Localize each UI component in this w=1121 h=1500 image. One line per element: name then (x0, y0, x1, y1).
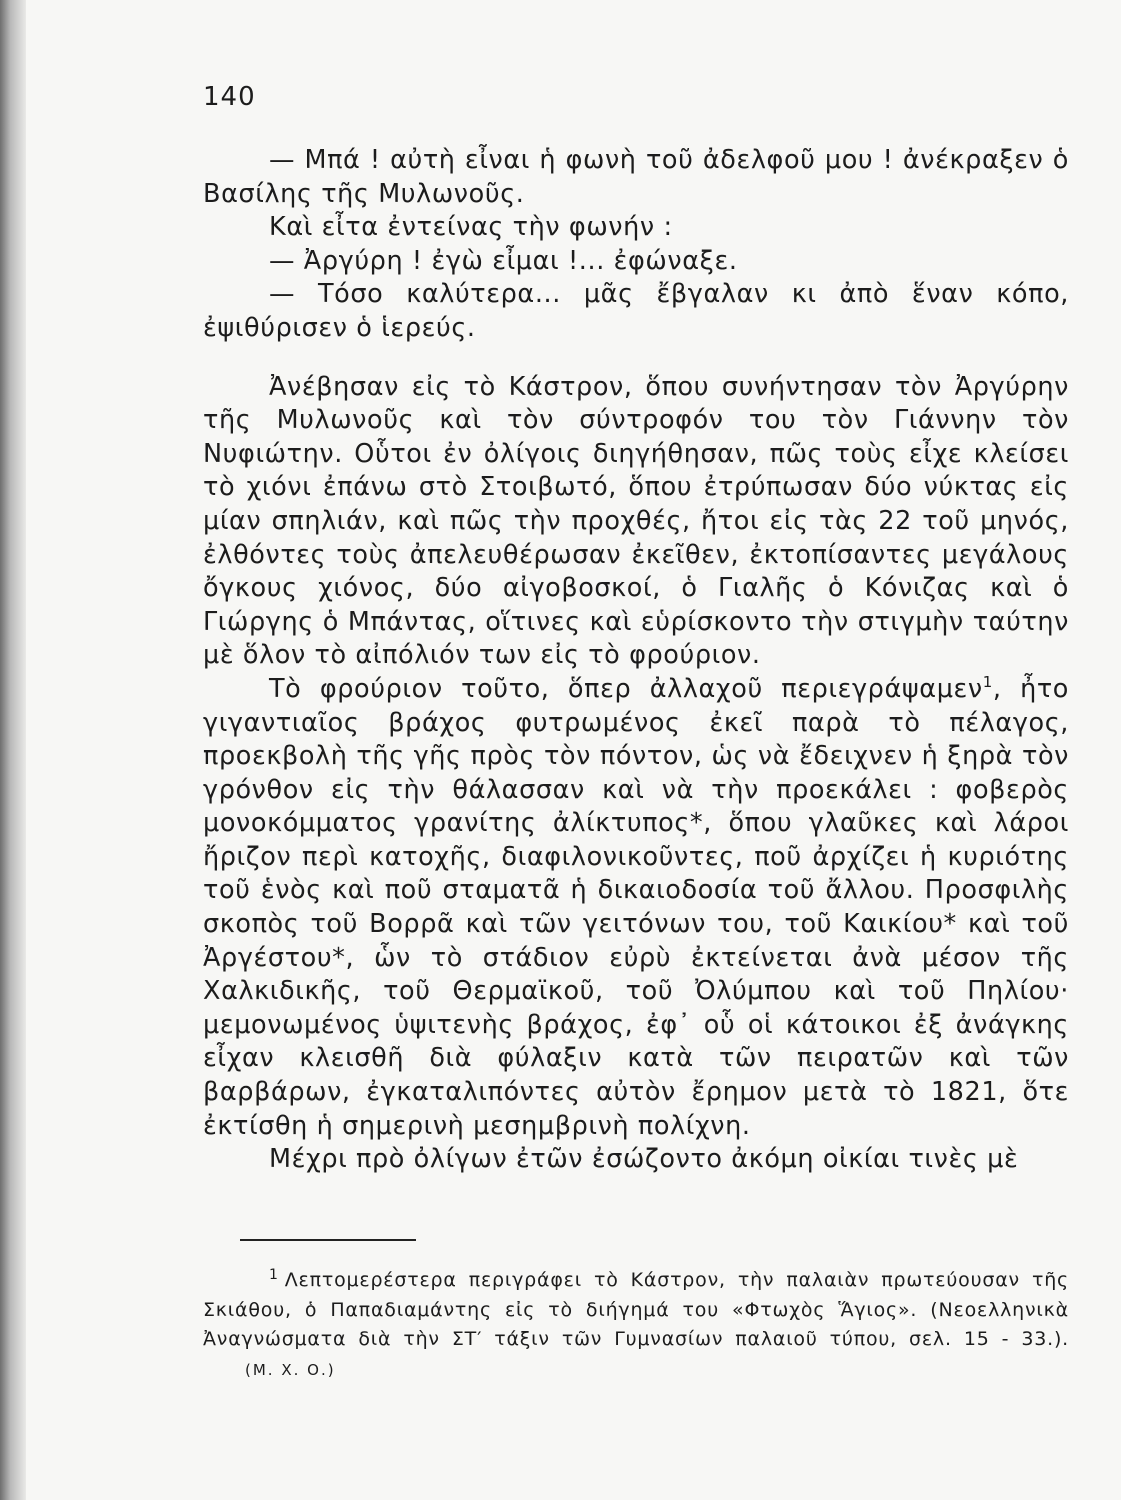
footnote-marker: 1 (269, 1267, 279, 1283)
footnote (203, 1266, 1069, 1385)
footnote-paragraph (203, 1266, 1069, 1385)
paragraph-exclamation: — Μπά ! αὐτὴ εἶναι ἡ φωνὴ τοῦ ἀδελφοῦ μου ! ἀνέκραξεν ὁ Βασίλης τῆς Μυλωνοῦς. (203, 145, 1069, 209)
paragraph-fortress (203, 673, 1069, 1143)
paragraph-reply: — Ἀργύρη ! ἐγὼ εἶμαι !... ἐφώναξε. (269, 245, 738, 276)
footnote-divider (240, 1239, 416, 1241)
footnote-initials: (Μ. Χ. Ο.) (245, 1360, 336, 1379)
paragraph-fortress-start: Τὸ φρούριον τοῦτο, ὅπερ ἀλλαχοῦ περιεγράψαμεν (269, 673, 983, 704)
footnote-reference: 1 (982, 672, 993, 691)
footnote-text: Λεπτομερέστερα περιγράφει τὸ Κάστρον, τὴν παλαιὰν πρωτεύουσαν τῆς Σκιάθου, ὁ Παπαδιαμάντης εἰς τὸ διήγημά του «Φτωχὸς Ἅγιος». (Νεοελληνικὰ Ἀναγνώσματα διὰ τὴν ΣΤ′ τάξιν τῶν Γυμνασίων παλαιοῦ τύπου, σελ. 15 - 33.). (203, 1269, 1069, 1350)
paragraph-castle-ascent: Ἀνέβησαν εἰς τὸ Κάστρον, ὅπου συνήντησαν τὸν Ἀργύρην τῆς Μυλωνοῦς καὶ τὸν σύντροφόν του τὸν Γιάννην τὸν Νυφιώτην. Οὗτοι ἐν ὀλίγοις διηγήθησαν, πῶς τοὺς εἶχε κλείσει τὸ χιόνι ἐπάνω στὸ Στοιβωτό, ὅπου ἐτρύπωσαν δύο νύκτας εἰς μίαν σπηλιάν, καὶ πῶς τὴν προχθές, ἤτοι εἰς τὰς 22 τοῦ μηνός, ἐλθόντες τοὺς ἀπελευθέρωσαν ἐκεῖθεν, ἐκτοπίσαντες μεγάλους ὄγκους χιόνος, δύο αἰγοβοσκοί, ὁ Γιαλῆς ὁ Κόνιζας καὶ ὁ Γιώργης ὁ Μπάντας, οἵτινες καὶ εὑρίσκοντο τὴν στιγμὴν ταύτην μὲ ὅλον τὸ αἰπόλιόν των εἰς τὸ φρούριον. (203, 371, 1069, 671)
paragraph-priest: — Τόσο καλύτερα... μᾶς ἔβγαλαν κι ἀπὸ ἕναν κόπο, ἐψιθύρισεν ὁ ἱερεύς. (203, 279, 1069, 343)
paragraph-intro: Καὶ εἶτα ἐντείνας τὴν φωνήν : (269, 212, 673, 243)
paragraph-houses: Μέχρι πρὸ ὀλίγων ἐτῶν ἐσώζοντο ἀκόμη οἰκίαι τινὲς μὲ (269, 1144, 1019, 1175)
body-text (203, 144, 1069, 1177)
page-number: 140 (203, 82, 256, 112)
paragraph-fortress-rest: , ἦτο γιγαντιαῖος βράχος φυτρωμένος ἐκεῖ παρὰ τὸ πέλαγος, προεκβολὴ τῆς γῆς πρὸς τὸν πόντον, ὡς νὰ ἔδειχνεν ἡ ξηρὰ τὸν γρόνθον εἰς τὴν θάλασσαν καὶ νὰ τὴν προεκάλει : φοβερὸς μονοκόμματος γρανίτης ἀλίκτυπος*, ὅπου γλαῦκες καὶ λάροι ἤριζον περὶ κατοχῆς, διαφιλονικοῦντες, ποῦ ἀρχίζει ἡ κυριότης τοῦ ἑνὸς καὶ ποῦ σταματᾶ ἡ δικαιοδοσία τοῦ ἄλλου. Προσφιλὴς σκοπὸς τοῦ Βορρᾶ καὶ τῶν γειτόνων του, τοῦ Καικίου* καὶ τοῦ Ἀργέστου*, ὧν τὸ στάδιον εὐρὺ ἐκτείνεται ἀνὰ μέσον τῆς Χαλκιδικῆς, τοῦ Θερμαϊκοῦ, τοῦ Ὀλύμπου καὶ τοῦ Πηλίου· μεμονωμένος ὑψιτενὴς βράχος, ἐφ᾿ οὗ οἱ κάτοικοι ἐξ ἀνάγκης εἶχαν κλεισθῆ διὰ φύλαξιν κατὰ τῶν πειρατῶν καὶ τῶν βαρβάρων, ἐγκαταλιπόντες αὐτὸν ἔρημον μετὰ τὸ 1821, ὅτε ἐκτίσθη ἡ σημερινὴ μεσημβρινὴ πολίχνη. (203, 673, 1069, 1141)
